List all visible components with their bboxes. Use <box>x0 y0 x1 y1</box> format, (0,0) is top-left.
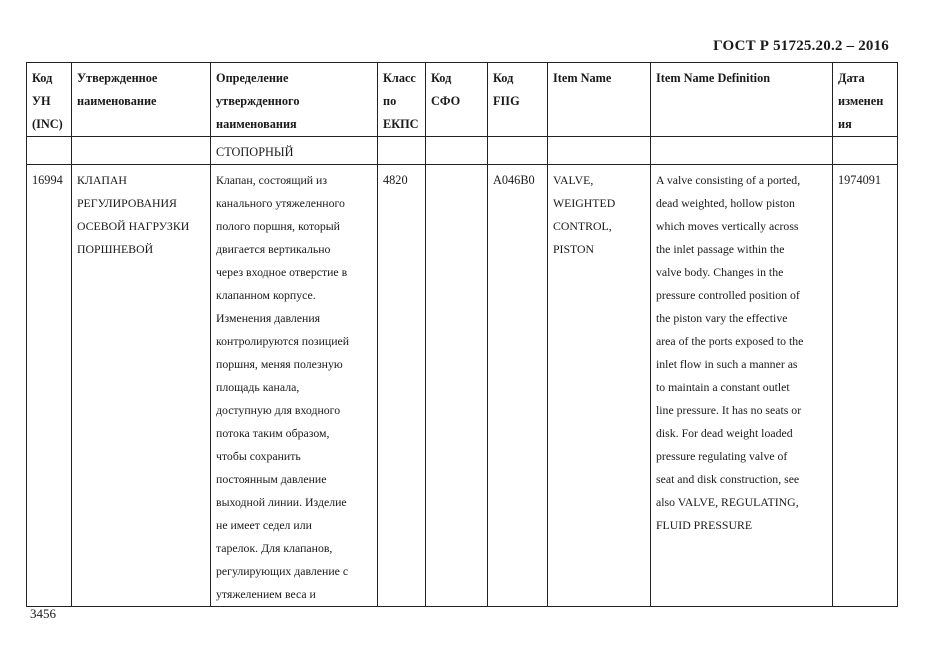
text-line: площадь канала, <box>216 380 300 394</box>
text-line: also VALVE, REGULATING, <box>656 495 799 509</box>
text-line: изменен <box>838 94 884 108</box>
header-inc <box>27 63 72 137</box>
header-approved-name <box>72 63 211 137</box>
text-line: утяжелением веса и <box>216 587 316 601</box>
text-line: Код <box>431 71 452 85</box>
text-line: inlet flow in such a manner as <box>656 357 798 371</box>
text-line: канального утяжеленного <box>216 196 345 210</box>
text-line: доступную для входного <box>216 403 341 417</box>
text-line: CONTROL, <box>553 219 612 233</box>
cell-sfo-code <box>426 165 488 607</box>
text-line: ОСЕВОЙ НАГРУЗКИ <box>77 219 190 233</box>
text-line: Item Name Definition <box>656 71 771 85</box>
text-line: РЕГУЛИРОВАНИЯ <box>77 196 177 210</box>
text-line: Утвержденное <box>77 71 158 85</box>
text-line: поршня, меняя полезную <box>216 357 343 371</box>
text-line: Код <box>32 71 53 85</box>
text-line: утвержденного <box>216 94 300 108</box>
text-line: постоянным давление <box>216 472 327 486</box>
text-line: WEIGHTED <box>553 196 616 210</box>
text-line: по <box>383 94 397 108</box>
text-line: наименование <box>77 94 157 108</box>
text-line: disk. For dead weight loaded <box>656 426 793 440</box>
cell-item-name <box>548 165 651 607</box>
text-line: регулирующих давление с <box>216 564 349 578</box>
text-line: FIIG <box>493 94 520 108</box>
text-line: (INC) <box>32 117 63 131</box>
text-line: наименования <box>216 117 297 131</box>
table-header-row <box>27 63 898 137</box>
header-item-name <box>548 63 651 137</box>
page-number: 3456 <box>30 606 56 621</box>
text-line: контролируются позицией <box>216 334 350 348</box>
text-line: FLUID PRESSURE <box>656 518 753 532</box>
text-line: Класс <box>383 71 416 85</box>
header-definition-ru <box>211 63 378 137</box>
text-line: Изменения давления <box>216 311 321 325</box>
cell-change-date: 1974091 <box>833 165 898 607</box>
text-line: ия <box>838 117 852 131</box>
text-line: клапанном корпусе. <box>216 288 316 302</box>
header-change-date <box>833 63 898 137</box>
text-line: Определение <box>216 71 289 85</box>
text-line: ЕКПС <box>383 117 419 131</box>
continuation-definition: СТОПОРНЫЙ <box>211 137 378 165</box>
text-line: Код <box>493 71 514 85</box>
cell-item-name-definition <box>651 165 833 607</box>
text-line: через входное отверстие в <box>216 265 348 279</box>
text-line: ПОРШНЕВОЙ <box>77 242 154 256</box>
document-title: ГОСТ Р 51725.20.2 – 2016 <box>713 38 889 54</box>
text-line: Клапан, состоящий из <box>216 173 327 187</box>
text-line: тарелок. Для клапанов, <box>216 541 333 555</box>
text-line: Дата <box>838 71 865 85</box>
text-line: pressure controlled position of <box>656 288 800 302</box>
text-line: Item Name <box>553 71 612 85</box>
table-row <box>27 165 898 607</box>
text-line: УН <box>32 94 51 108</box>
text-line: the piston vary the effective <box>656 311 788 325</box>
text-line: pressure regulating valve of <box>656 449 788 463</box>
cell-fiig-code: A046B0 <box>488 165 548 607</box>
text-line: чтобы сохранить <box>216 449 301 463</box>
text-line: area of the ports exposed to the <box>656 334 804 348</box>
text-line: PISTON <box>553 242 595 256</box>
text-line: valve body. Changes in the <box>656 265 784 279</box>
text-line: выходной линии. Изделие <box>216 495 347 509</box>
header-fiig-code <box>488 63 548 137</box>
text-line: the inlet passage within the <box>656 242 785 256</box>
continuation-row <box>27 137 898 165</box>
text-line: A valve consisting of a ported, <box>656 173 801 187</box>
cell-ekps-class: 4820 <box>378 165 426 607</box>
text-line: потока таким образом, <box>216 426 330 440</box>
text-line: двигается вертикально <box>216 242 331 256</box>
header-ekps-class <box>378 63 426 137</box>
text-line: VALVE, <box>553 173 594 187</box>
nomenclature-table <box>26 62 898 607</box>
text-line: КЛАПАН <box>77 173 127 187</box>
text-line: seat and disk construction, see <box>656 472 800 486</box>
header-item-name-definition <box>651 63 833 137</box>
text-line: не имеет седел или <box>216 518 312 532</box>
cell-definition-ru <box>211 165 378 607</box>
text-line: dead weighted, hollow piston <box>656 196 795 210</box>
text-line: СФО <box>431 94 461 108</box>
header-sfo-code <box>426 63 488 137</box>
text-line: line pressure. It has no seats or <box>656 403 802 417</box>
cell-approved-name <box>72 165 211 607</box>
text-line: to maintain a constant outlet <box>656 380 790 394</box>
cell-inc: 16994 <box>27 165 72 607</box>
text-line: which moves vertically across <box>656 219 799 233</box>
text-line: полого поршня, который <box>216 219 340 233</box>
